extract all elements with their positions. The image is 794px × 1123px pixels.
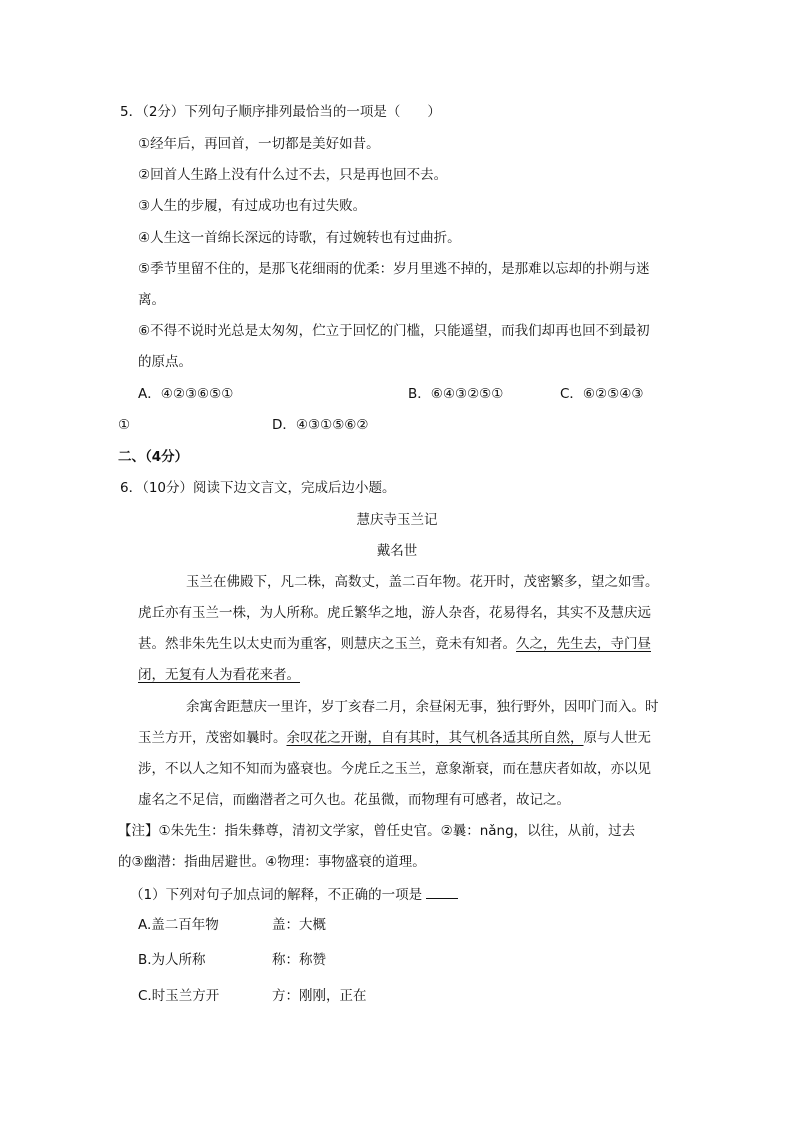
q6-stem: 6．（10分）阅读下边文言文，完成后边小题。	[120, 480, 396, 496]
sub1-option-a: A.盖二百年物	[138, 917, 219, 933]
section-heading: 二、（4分）	[118, 449, 189, 465]
passage-p2-line2-text: 玉兰方开，茂密如曩时。	[138, 730, 287, 746]
q5-sentence-6-line1: ⑥不得不说时光总是太匆匆，伫立于回忆的门槛，只能遥望，而我们却再也回不到最初	[138, 323, 650, 339]
passage-p2-line4: 虚名之不足信，而幽潜者之可久也。花虽微，而物理有可感者，故记之。	[138, 792, 570, 808]
sub1-option-c: C.时玉兰方开	[138, 988, 220, 1004]
q5-option-c: C．⑥②⑤④③	[560, 386, 644, 402]
q5-sentence-2: ②回首人生路上没有什么过不去，只是再也回不去。	[138, 167, 448, 183]
passage-author: 戴名世	[376, 543, 418, 559]
underlined-sentence-1a: 久之，先生去，寺门昼	[516, 636, 651, 652]
q5-option-c-wrap: ①	[118, 417, 131, 433]
underlined-sentence-1b: 闭，无复有人为看花来者。	[138, 667, 300, 683]
q5-sentence-6-line2: 的原点。	[138, 354, 192, 370]
passage-p1-line3-text: 甚。然非朱先生以太史而为重客，则慧庆之玉兰，竟未有知者。	[138, 636, 516, 652]
sub1-option-a-meaning: 盖：大概	[272, 917, 326, 933]
annotation-line2: 的③幽潜：指曲居避世。④物理：事物盛衰的道理。	[118, 854, 426, 870]
underlined-sentence-2: 余叹花之开谢，自有其时，其气机各适其所自然，	[286, 730, 584, 746]
q5-stem: 5．（2分）下列句子顺序排列最恰当的一项是（ ）	[120, 104, 441, 120]
passage-p1-line3	[138, 634, 651, 654]
q5-sentence-5-line2: 离。	[138, 292, 165, 308]
passage-p2-line2	[138, 728, 651, 748]
sub-question-1-text: （1）下列对句子加点词的解释，不正确的一项是	[130, 887, 423, 903]
sub1-option-b-meaning: 称：称赞	[272, 952, 326, 968]
passage-p1-line2: 虎丘亦有玉兰一株，为人所称。虎丘繁华之地，游人杂沓，花易得名，其实不及慧庆远	[138, 605, 651, 621]
q5-sentence-4: ④人生这一首绵长深远的诗歌，有过婉转也有过曲折。	[138, 230, 461, 246]
q5-option-b: B．⑥④③②⑤①	[408, 386, 504, 402]
passage-p2-line1: 余寓舍距慧庆一里许，岁丁亥春二月，余昼闲无事，独行野外，因叩门而入。时	[186, 699, 659, 715]
sub1-option-b: B.为人所称	[138, 952, 206, 968]
q5-option-a: A．④②③⑥⑤①	[138, 386, 234, 402]
sub1-option-c-meaning: 方：刚刚，正在	[272, 988, 367, 1004]
q5-sentence-1: ①经年后，再回首，一切都是美好如昔。	[138, 136, 380, 152]
q5-sentence-5-line1: ⑤季节里留不住的，是那飞花细雨的优柔：岁月里逃不掉的，是那难以忘却的扑朔与迷	[138, 261, 650, 277]
q5-sentence-3: ③人生的步履，有过成功也有过失败。	[138, 198, 367, 214]
sub-question-1	[130, 884, 458, 905]
passage-p1-line1: 玉兰在佛殿下，凡二株，高数丈，盖二百年物。花开时，茂密繁多，望之如雪。	[186, 574, 659, 590]
passage-p2-line2-tail: 原与人世无	[583, 730, 651, 746]
annotation-line1: 【注】①朱先生：指朱彝尊，清初文学家，曾任史官。②曩：nǎng，以往，从前，过去	[118, 823, 636, 839]
q5-option-d: D．④③①⑤⑥②	[272, 417, 369, 433]
passage-title: 慧庆寺玉兰记	[356, 512, 438, 528]
answer-blank[interactable]	[426, 884, 458, 899]
passage-p2-line3: 涉，不以人之知不知而为盛衰也。今虎丘之玉兰，意象渐衰，而在慧庆者如故，亦以见	[138, 761, 651, 777]
